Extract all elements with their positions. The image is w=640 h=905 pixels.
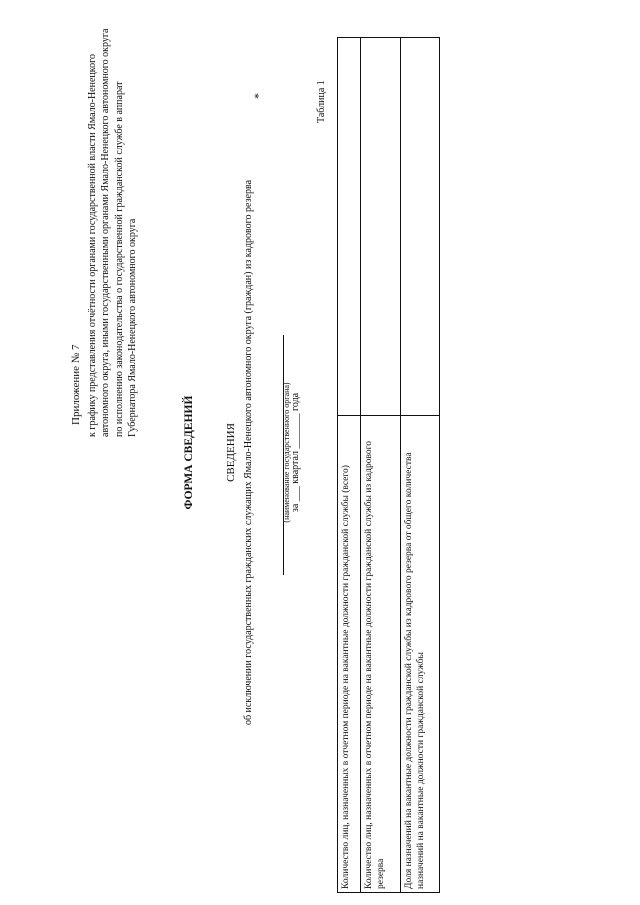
row-value — [361, 38, 400, 416]
organ-caption: (наименование государственного органа) — [282, 382, 291, 523]
table-label: Таблица 1 — [316, 80, 327, 123]
row-value — [400, 38, 439, 416]
row-value — [338, 38, 361, 416]
appendix-text: к графику представления отчётности органами государственной власти Ямало-Ненецкого автономного округа, иными государственными органами Ямало-Ненецкого автономного округа по исполнению законодательства о государственной гражданской службе в аппарат Губернатора Ямало-Ненецкого автономного округа — [87, 28, 138, 437]
appendix-title: Приложение № 7 — [70, 344, 82, 425]
table-row — [400, 38, 439, 893]
table-row — [361, 38, 400, 893]
document-subject: об исключении государственных гражданских служащих Ямало-Ненецкого автономного округа (граждан) из кадрового резерва — [243, 179, 254, 726]
table-row — [338, 38, 361, 893]
row-label: Количество лиц, назначенных в отчетном периоде на вакантные должности гражданской службы из кадрового резерва — [361, 416, 400, 893]
footnote-asterisk: * — [251, 93, 265, 99]
row-label: Количество лиц, назначенных в отчетном периоде на вакантные должности гражданской службы (всего) — [338, 416, 361, 893]
reporting-period: за ___ квартал _______ года — [290, 392, 301, 513]
form-title: ФОРМА СВЕДЕНИЙ — [183, 395, 195, 510]
report-table — [337, 37, 440, 893]
svedeniya-heading: СВЕДЕНИЯ — [225, 423, 237, 482]
row-label: Доля назначений на вакантные должности гражданской службы из кадрового резерва от общего количества назначений на вакантные должности гражданской службы — [400, 416, 439, 893]
